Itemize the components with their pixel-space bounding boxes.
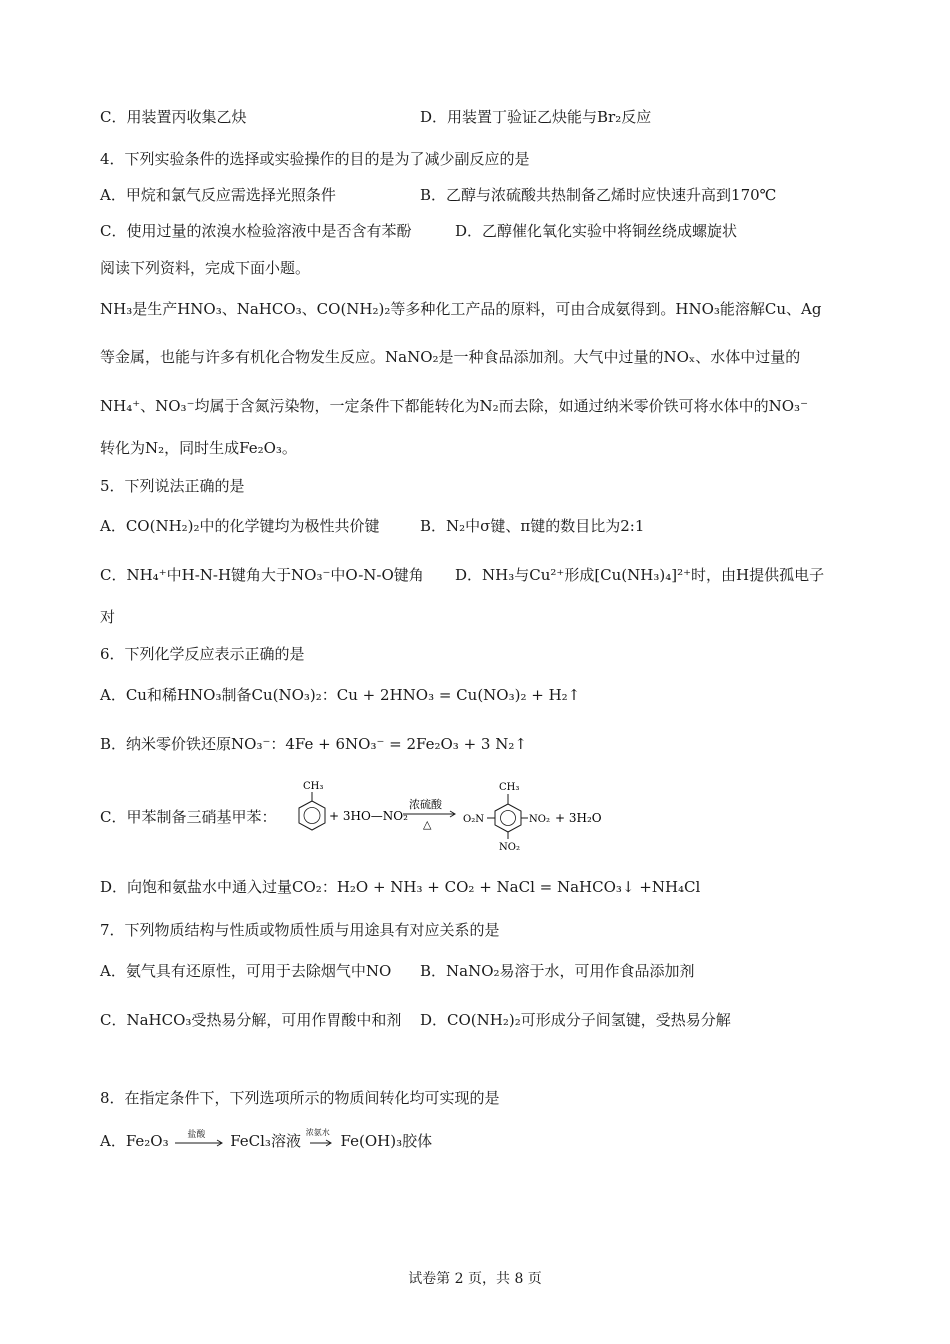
toluene-structure xyxy=(299,781,325,830)
q5-option-d-cont: 对 xyxy=(100,608,116,626)
right-arrow-icon xyxy=(173,1131,225,1153)
tnt-no2-right-label: NO₂ xyxy=(529,814,550,825)
q7-option-b: B．NaNO₂易溶于水，可用作食品添加剂 xyxy=(420,962,695,980)
q4-option-a: A．甲烷和氯气反应需选择光照条件 xyxy=(100,186,336,204)
q5-stem: 5．下列说法正确的是 xyxy=(100,477,245,495)
q5-option-b: B．N₂中σ键、π键的数目比为2:1 xyxy=(420,517,645,535)
tnt-no2-bottom-label: NO₂ xyxy=(499,842,520,853)
reading-instruction: 阅读下列资料，完成下面小题。 xyxy=(100,259,311,277)
passage-line-4: 转化为N₂，同时生成Fe₂O₃。 xyxy=(100,439,297,457)
q6-option-b: B．纳米零价铁还原NO₃⁻：4Fe + 6NO₃⁻ = 2Fe₂O₃ + 3 N₂↑ xyxy=(100,735,527,753)
q6-option-c: C．甲苯制备三硝基甲苯： xyxy=(100,808,277,826)
q8a-arrow-2 xyxy=(305,1128,336,1153)
toluene-ch3-label: CH₃ xyxy=(303,781,324,792)
q8-stem: 8．在指定条件下，下列选项所示的物质间转化均可实现的是 xyxy=(100,1089,500,1107)
q7-option-a: A．氨气具有还原性，可用于去除烟气中NO xyxy=(100,962,392,980)
water-product: + 3H₂O xyxy=(555,811,602,825)
tnt-o2n-label: O₂N xyxy=(463,814,484,825)
q5-option-a: A．CO(NH₂)₂中的化学键均为极性共价键 xyxy=(100,517,380,535)
q6-option-a: A．Cu和稀HNO₃制备Cu(NO₃)₂：Cu + 2HNO₃ = Cu(NO₃)₂ + H₂↑ xyxy=(100,686,581,704)
q4-stem: 4．下列实验条件的选择或实验操作的目的是为了减少副反应的是 xyxy=(100,150,530,168)
q7-option-c: C．NaHCO₃受热易分解，可用作胃酸中和剂 xyxy=(100,1011,402,1029)
passage-line-1: NH₃是生产HNO₃、NaHCO₃、CO(NH₂)₂等多种化工产品的原料，可由合成氨得到。HNO₃能溶解Cu、Ag xyxy=(100,300,822,318)
q8a-arrow-1-label: 盐酸 xyxy=(187,1130,206,1140)
heat-symbol: △ xyxy=(423,818,432,831)
tnt-ch3-label: CH₃ xyxy=(499,782,520,793)
q4-option-d: D．乙醇催化氧化实验中将铜丝绕成螺旋状 xyxy=(455,222,738,240)
q8-option-a xyxy=(100,1130,432,1153)
passage-line-3: NH₄⁺、NO₃⁻均属于含氮污染物，一定条件下都能转化为N₂而去除，如通过纳米零价铁可将水体中的NO₃⁻ xyxy=(100,397,808,415)
q8a-product: Fe(OH)₃胶体 xyxy=(340,1132,433,1150)
q8a-intermediate: FeCl₃溶液 xyxy=(230,1132,301,1150)
catalyst-label: 浓硫酸 xyxy=(409,798,442,811)
q8a-arrow-2-label: 浓氨水 xyxy=(305,1128,330,1137)
q3-option-c: C．用装置丙收集乙炔 xyxy=(100,108,247,126)
tnt-structure xyxy=(463,782,550,853)
q6-option-d: D．向饱和氨盐水中通入过量CO₂：H₂O + NH₃ + CO₂ + NaCl = NaHCO₃↓ +NH₄Cl xyxy=(100,878,701,896)
tnt-reaction-scheme xyxy=(285,778,615,856)
q7-stem: 7．下列物质结构与性质或物质性质与用途具有对应关系的是 xyxy=(100,921,500,939)
reagent-nitric-acid: + 3HO—NO₂ xyxy=(329,809,408,823)
q4-option-c: C．使用过量的浓溴水检验溶液中是否含有苯酚 xyxy=(100,222,412,240)
q3-option-d: D．用装置丁验证乙炔能与Br₂反应 xyxy=(420,108,652,126)
right-arrow-icon xyxy=(306,1131,336,1153)
page-footer: 试卷第 2 页，共 8 页 xyxy=(408,1271,542,1287)
q8a-reactant: A．Fe₂O₃ xyxy=(100,1132,169,1150)
passage-line-2: 等金属，也能与许多有机化合物发生反应。NaNO₂是一种食品添加剂。大气中过量的NOₓ、水体中过量的 xyxy=(100,348,801,366)
q5-option-d: D．NH₃与Cu²⁺形成[Cu(NH₃)₄]²⁺时，由H提供孤电子 xyxy=(455,566,825,584)
q7-option-d: D．CO(NH₂)₂可形成分子间氢键，受热易分解 xyxy=(420,1011,731,1029)
q5-option-c: C．NH₄⁺中H-N-H键角大于NO₃⁻中O-N-O键角 xyxy=(100,566,424,584)
q4-option-b: B．乙醇与浓硫酸共热制备乙烯时应快速升高到170℃ xyxy=(420,186,777,204)
q6-stem: 6．下列化学反应表示正确的是 xyxy=(100,645,305,663)
q8a-arrow-1 xyxy=(173,1131,225,1153)
